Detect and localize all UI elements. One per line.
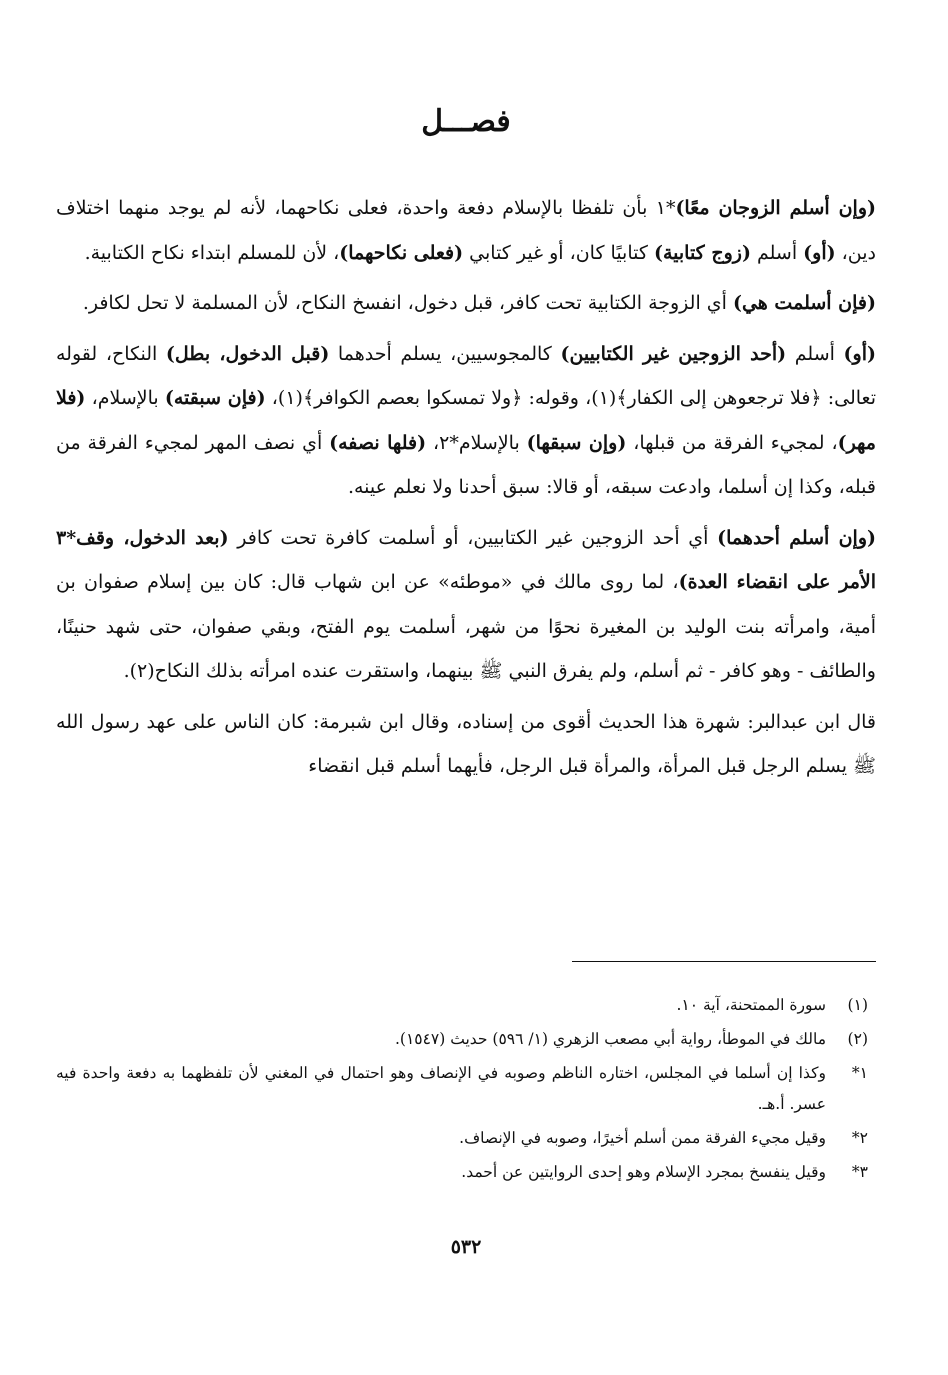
footnote-divider	[572, 961, 876, 962]
bold-phrase: (وإن أسلم الزوجان معًا)	[675, 197, 876, 219]
text-run: أسلم	[786, 342, 844, 365]
text-run: *١ بأن تلفظا بالإسلام دفعة واحدة، فعلى نكاحهما، لأنه لم يوجد منهما اختلاف دين،	[56, 197, 876, 264]
bold-phrase: (وإن سبقها)	[526, 431, 627, 454]
footnote-mark: ٢*	[851, 1129, 868, 1147]
footnote-mark: (١)	[847, 996, 868, 1014]
footnote-text: وكذا إن أسلما في المجلس، اختاره الناظم وصوبه في الإنصاف وهو احتمال في المغني لأن تلفظهما به دفعة واحدة فيه عسر. أ.هـ.	[56, 1064, 826, 1113]
footnote	[56, 1123, 876, 1154]
page-number: ٥٣٢	[450, 1236, 482, 1258]
text-run: أي الزوجة الكتابية تحت كافر، قبل دخول، انفسخ النكاح، لأن المسلمة لا تحل لكافر.	[82, 292, 733, 314]
text-run: كالمجوسيين، يسلم أحدهما	[329, 342, 561, 365]
paragraph	[56, 281, 876, 326]
paragraph	[56, 700, 876, 789]
bold-phrase: (فلها نصفه)	[329, 431, 427, 454]
text-run: بالإسلام*٢،	[426, 431, 527, 454]
bold-phrase: (فلا مهر)	[56, 387, 876, 454]
text-run: أسلم	[750, 241, 804, 264]
footnote	[56, 1058, 876, 1120]
body-text	[56, 186, 876, 795]
footnote-text: وقيل مجيء الفرقة ممن أسلم أخيرًا، وصوبه في الإنصاف.	[459, 1129, 826, 1147]
bold-phrase: (قبل الدخول، بطل)	[165, 342, 330, 365]
paragraph	[56, 186, 876, 275]
bold-phrase: (أو)	[803, 241, 836, 264]
section-title: فصـــل	[421, 104, 511, 139]
bold-phrase: (فعلى نكاحهما)	[339, 241, 464, 264]
footnote-text: مالك في الموطأ، رواية أبي مصعب الزهري (١/ ٥٩٦) حديث (١٥٤٧).	[394, 1030, 826, 1048]
footnote-text: وقيل ينفسخ بمجرد الإسلام وهو إحدى الروايتين عن أحمد.	[461, 1163, 826, 1181]
bold-phrase: (زوج كتابية)	[653, 241, 751, 264]
bold-phrase: (فإن أسلمت هي)	[732, 292, 876, 314]
text-run: ، لمجيء الفرقة من قبلها،	[626, 431, 838, 454]
footnote	[56, 990, 876, 1021]
text-run: أي أحد الزوجين غير الكتابيين، أو أسلمت كافرة تحت كافر	[228, 526, 718, 549]
bold-phrase: (أحد الزوجين غير الكتابيين)	[560, 342, 787, 365]
paragraph	[56, 332, 876, 510]
text-run: ، لما روى مالك في «موطئه» عن ابن شهاب قال: كان بين إسلام صفوان بن أمية، وامرأته بنت الوليد بن المغيرة نحوًا من شهر، أسلمت يوم الفتح، وبقي صفوان، حتى شهد حنينًا، والطائف - وهو كافر - ثم أسلم، ولم يفرق النبي ﷺ بينهما، واستقرت عنده امرأته بذلك النكاح(٢).	[56, 571, 876, 682]
text-run: أي نصف المهر لمجيء الفرقة من قبله، وكذا إن أسلما، وادعت سبقه، أو قالا: سبق أحدنا ولا نعلم عينه.	[56, 431, 876, 498]
text-run: قال ابن عبدالبر: شهرة هذا الحديث أقوى من إسناده، وقال ابن شبرمة: كان الناس على عهد رسول الله ﷺ يسلم الرجل قبل المرأة، والمرأة قبل الرجل، فأيهما أسلم قبل انقضاء	[56, 710, 876, 777]
footnote-mark: ٣*	[851, 1163, 868, 1181]
bold-phrase: (بعد الدخول، وقف*٣ الأمر على انقضاء العدة)	[56, 526, 876, 593]
text-run: كتابيًا كان، أو غير كتابي	[463, 241, 654, 264]
footnote	[56, 1024, 876, 1055]
footnote	[56, 1157, 876, 1188]
footnote-mark: ١*	[851, 1064, 868, 1082]
text-run: النكاح، لقوله تعالى: ﴿فلا ترجعوهن إلى الكفار﴾(١)، وقوله: ﴿ولا تمسكوا بعصم الكوافر﴾(١)،	[56, 342, 876, 409]
paragraph	[56, 516, 876, 694]
footnote-mark: (٢)	[847, 1030, 868, 1048]
text-run: بالإسلام،	[85, 387, 165, 409]
bold-phrase: (فإن سبقته)	[164, 387, 266, 409]
footnote-text: سورة الممتحنة، آية ١٠.	[676, 996, 826, 1014]
text-run: ، لأن للمسلم ابتداء نكاح الكتابية.	[84, 241, 340, 264]
footnotes	[56, 990, 876, 1191]
bold-phrase: (وإن أسلم أحدهما)	[717, 526, 877, 549]
bold-phrase: (أو)	[843, 342, 876, 365]
